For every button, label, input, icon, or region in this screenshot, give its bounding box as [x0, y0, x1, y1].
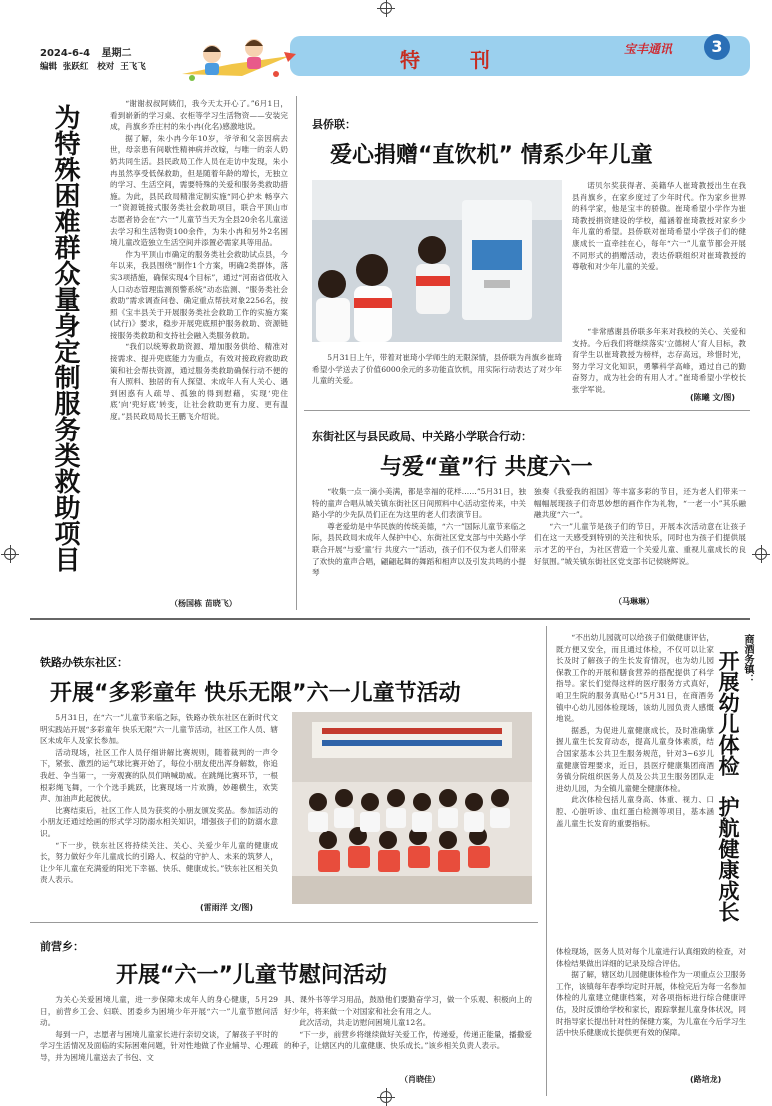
article5-para: 每到一户，志愿者与困境儿童家长进行亲切交谈，了解孩子平时的学习生活情况及面临的实际困难问题，针对性地做了作业辅导、心理疏导，并为困境儿童送去了书包、文 [40, 1029, 278, 1062]
article5-para: “下一步，前营乡将继续做好关爱工作，传递爱，传递正能量，播撒爱的种子，让辖区内的儿童健康、快乐成长。”该乡相关负责人表示。 [284, 1029, 532, 1051]
article6-bottom-body [556, 946, 746, 1039]
article2-caption: 5月31日上午，带着对崔琦小学师生的无限深情，县侨联为肖旗乡崔琦希望小学送去了价值6000余元的多功能直饮机，用实际行动表达了对少年儿童的关爱。 [312, 353, 562, 386]
article1-body [110, 98, 288, 423]
article2-title: 爱心捐赠“直饮机” 情系少年儿童 [330, 143, 653, 168]
registration-mark-right [755, 548, 767, 560]
article3-para: 独奏《我爱我的祖国》等丰富多彩的节目，还为老人们带来一幅幅展现孩子们奇思妙想的画作作为礼物，“一老一小”其乐融融共度“六一”。 [534, 487, 746, 520]
article1-para: “谢谢叔叔阿姨们，我今天太开心了。”6月1日，看到崭新的学习桌、衣柜等学习生活物资——安装完成，肖旗乡乔庄村的朱小冉(化名)感激地说。 [110, 99, 288, 132]
article6-title-line2: 护航健康成长 [716, 796, 740, 922]
column-divider-lower [546, 626, 547, 1096]
article4-para: “下一步，铁东社区将持续关注、关心、关爱少年儿童的健康成长，努力做好少年儿童成长的引路人、权益的守护人、未来的筑梦人，让少年儿童在充满爱的阳光下幸福、快乐、健康成长。”铁东社区相关负责人表示。 [40, 840, 278, 885]
article1-para: “我们以统筹救助资源、增加服务供给、精准对接需求、提升兜底能力为重点，有效对接政府救助政策和社会帮扶资源，通过服务类救助确保行动不便的有人照料、独居的有人探望、未成年人有人关心、遇到困惑有人疏导、孤独的得到慰藉，实现‘兜住底’向‘兜好底’转变，让社会救助更有力度、更有温度。”县民政局局长王鹏飞介绍说。 [110, 342, 288, 422]
article2-photo [312, 180, 562, 342]
header-illustration [172, 34, 300, 88]
article1-para: 作为平顶山市确定的服务类社会救助试点县，今年以来，我县围绕“制作1个方案，明确2类群体，落实3项措施，确保实现4个目标”，通过“河南省低收入人口动态管理监测预警系统”动态监测、“服务类社会救助”需求调查问卷、确定重点帮扶对象2256名，按照《宝丰县关于开展服务类社会救助工作的实施方案(试行)》要求，稳步开展兜底照护服务救助、资源链接服务类救助和支持社会融入类服务救助。 [110, 249, 288, 340]
article5-para: 此次活动，共走访慰问困境儿童12名。 [299, 1018, 431, 1028]
article1-para: 据了解，朱小冉今年10岁，爷爷和父亲因病去世，母亲患有间歇性精神病并改嫁，与唯一的亲人奶奶共同生活。县民政局工作人员在走访中发现，朱小冉虽然享受低保救助，但是随着年龄的增长，无独立的学习、生活空间，需要特殊的关爱和服务类救助措施。为此，县民政局精准定制实施“同心护未 畅享六一”资源链接式服务类社会救助项目，联合平顶山市志愿者协会在“六一”儿童节当天为全县20余名儿童送去学习和生活物资100余件，为朱小冉和另外2名困境儿童改造独立生活空间并添置必需家具等用品。 [110, 133, 288, 248]
article5-byline: （肖晓佳） [400, 1075, 440, 1084]
article4-body [40, 712, 278, 886]
article4-byline: (雷雨洋 文/图) [200, 903, 254, 912]
article2-byline: (陈曦 文/图) [690, 393, 736, 402]
article4-para: 活动现场，社区工作人员仔细讲解比赛规则，随着裁判的一声令下，紧张、激烈的运气球比赛开始了，每位小朋友使出浑身解数，你追我赶、争当第一，一旁观赛的队员们呐喊助威。在跳绳比赛环节，一根根彩绳飞舞，一个个选手跳跃，比赛现场一片欢腾，妙趣横生，欢笑声、加油声此起彼伏。 [40, 747, 278, 804]
article2-para: “非常感谢县侨联多年来对我校的关心、关爱和支持。今后我们将继续落实‘立德树人’育人目标，教育学生以崔琦教授为榜样，志存高远，珍惜时光，努力学习文化知识，勇攀科学高峰，通过自己的勤奋努力，成为社会的有用人才。”崔琦希望小学校长张学军说。 [572, 327, 746, 394]
page-divider [30, 618, 750, 620]
article3-para: 尊老爱幼是中华民族的传统美德，“六一”国际儿童节来临之际，县民政局未成年人保护中心、东街社区党支部与中关路小学联合开展“与爱‘童’行 共度六一”活动，孩子们不仅为老人们带来了欢快的童声合唱，翩翩起舞的舞蹈和相声以及引发共鸣的小提琴 [312, 521, 526, 578]
issue-date [40, 44, 132, 59]
section-divider-lower [30, 922, 538, 923]
article4-kicker: 铁路办铁东社区： [40, 656, 128, 669]
article1-title: 为特殊困难群众量身定制服务类救助项目 [50, 104, 80, 572]
article2-kicker: 县侨联： [312, 118, 356, 131]
editor-line: 编辑 张跃红 校对 王飞飞 [40, 62, 146, 72]
article3-title: 与爱“童”行 共度六一 [380, 455, 593, 480]
article6-para: 体检现场，医务人员对每个儿童进行认真细致的检查，对体检结果做出详细的记录及综合评估。 [556, 947, 746, 968]
date-text: 2024-6-4 [40, 48, 91, 59]
article5-kicker: 前营乡： [40, 940, 84, 953]
article6-para: “不出幼儿园就可以给孩子们做健康评估，既方便又安全，而且通过体检，不仅可以让家长及时了解孩子的生长发育情况，也为幼儿园保教工作的开展和膳食营养的搭配提供了科学指导。家长们觉得这样的医疗服务方式真好，咱卫生院的服务真贴心!”5月31日，在商酒务镇中心幼儿园体检现场，该幼儿园负责人感慨地说。 [556, 633, 714, 724]
article6-title-line1: 开展幼儿体检 [716, 650, 740, 776]
article4-photo [292, 712, 532, 904]
page-number-badge: 3 [704, 34, 730, 60]
article3-para: “收集一点一滴小美满，都是幸福的花样……”5月31日，独特的童声合唱从城关镇东街社区日间照料中心活动室传来，中关路小学的少先队员们正在为这里的老人们表演节目。 [312, 487, 526, 520]
article3-col2 [534, 486, 746, 567]
registration-mark-left [4, 548, 16, 560]
article5-title: 开展“六一”儿童节慰问活动 [116, 963, 387, 988]
article3-byline: （马琳琳） [614, 597, 654, 606]
weekday-text: 星期二 [101, 48, 132, 59]
article5-para: 为关心关爱困境儿童，进一步保障未成年人的身心健康，5月29日，前营乡工会、妇联、团委乡为困境少年开展“六一”儿童节慰问活动。 [40, 995, 278, 1028]
section-divider [304, 410, 750, 411]
paper-name: 宝丰通讯 [624, 42, 673, 56]
article3-col1 [312, 486, 526, 579]
article6-para: 据了解，辖区幼儿园健康体检作为一项重点公卫服务工作，该镇每年春季均定时开展，体检完后为每一名参加体检的儿童建立健康档案，对各项指标进行综合健康评估，及时反馈给学校和家长，跟踪掌握儿童身体状况，同时指导家长提出针对性的保健方案，为儿童在今后学习生活中快乐健康成长提供更有效的保障。 [556, 970, 746, 1038]
article4-para: 5月31日，在“六一”儿童节来临之际，铁路办铁东社区在新时代文明实践站开展“多彩童年 快乐无限”六一儿童节活动，社区工作人员、辖区未成年人及家长参加。 [40, 713, 278, 746]
article5-col2 [284, 994, 532, 1052]
registration-mark-top [380, 2, 392, 14]
article6-para: 据悉，为促进儿童健康成长，及时准确掌握儿童生长发育动态，提高儿童身体素质，结合国家基本公共卫生服务规范，针对3~6岁儿童健康管理要求，近日，县医疗健康集团商酒务镇分院组织医务人员及公共卫生服务团队走进幼儿园，为全镇儿童健全健康体检。 [556, 725, 714, 793]
article3-para: “六一”儿童节是孩子们的节日，开展本次活动意在让孩子们在这一天感受到特别的关注和快乐，同时也为孩子们提供展示才艺的平台，为社区营造一个关爱儿童、重视儿童成长的良好氛围。”城关镇东街社区党支部书记侯晓辉说。 [534, 521, 746, 566]
article6-kicker: 商酒务镇： [742, 634, 753, 684]
article3-kicker: 东街社区与县民政局、中关路小学联合行动： [312, 430, 532, 443]
header-bar [290, 36, 750, 76]
article6-top-body [556, 632, 714, 829]
article2-right-body-2 [572, 326, 746, 396]
article2-para: 诺贝尔奖获得者、美籍华人崔琦教授出生在我县肖旗乡，在家乡度过了少年时代。作为家乡世界的科学家，他是宝丰的骄傲。崔琦希望小学作为崔琦教授捐资建设的学校，蕴涵着崔琦教授对家乡少年儿童的希望。县侨联对崔琦希望小学孩子们的健康成长一直牵挂在心，每年“六一”儿童节都会开展不同形式的捐赠活动，表达侨联组织对崔琦教授的尊敬和对少年儿童的关爱。 [572, 181, 746, 272]
article5-para: 具、课外书等学习用品，鼓励他们要勤奋学习，做一个乐观、积极向上的好少年，将来做一个对国家和社会有用之人。 [284, 995, 532, 1016]
article4-para: 比赛结束后，社区工作人员为获奖的小朋友颁发奖品。参加活动的小朋友还通过绘画的形式学习防溺水相关知识，增强孩子们的防溺水意识。 [40, 805, 278, 838]
article5-col1 [40, 994, 278, 1064]
article1-byline: （杨国栋 苗晓飞） [170, 599, 237, 608]
article2-right-body [572, 180, 746, 273]
column-divider [296, 96, 297, 610]
article4-title: 开展“多彩童年 快乐无限”六一儿童节活动 [50, 681, 461, 706]
registration-mark-bottom [380, 1091, 392, 1103]
section-title: 特 刊 [400, 48, 502, 72]
article6-para: 此次体检包括儿童身高、体重、视力、口腔、心脏听诊、血红蛋白检测等项目，基本涵盖儿童生长发育的重要指标。 [556, 795, 714, 828]
article6-byline: (路培龙) [690, 1075, 722, 1084]
